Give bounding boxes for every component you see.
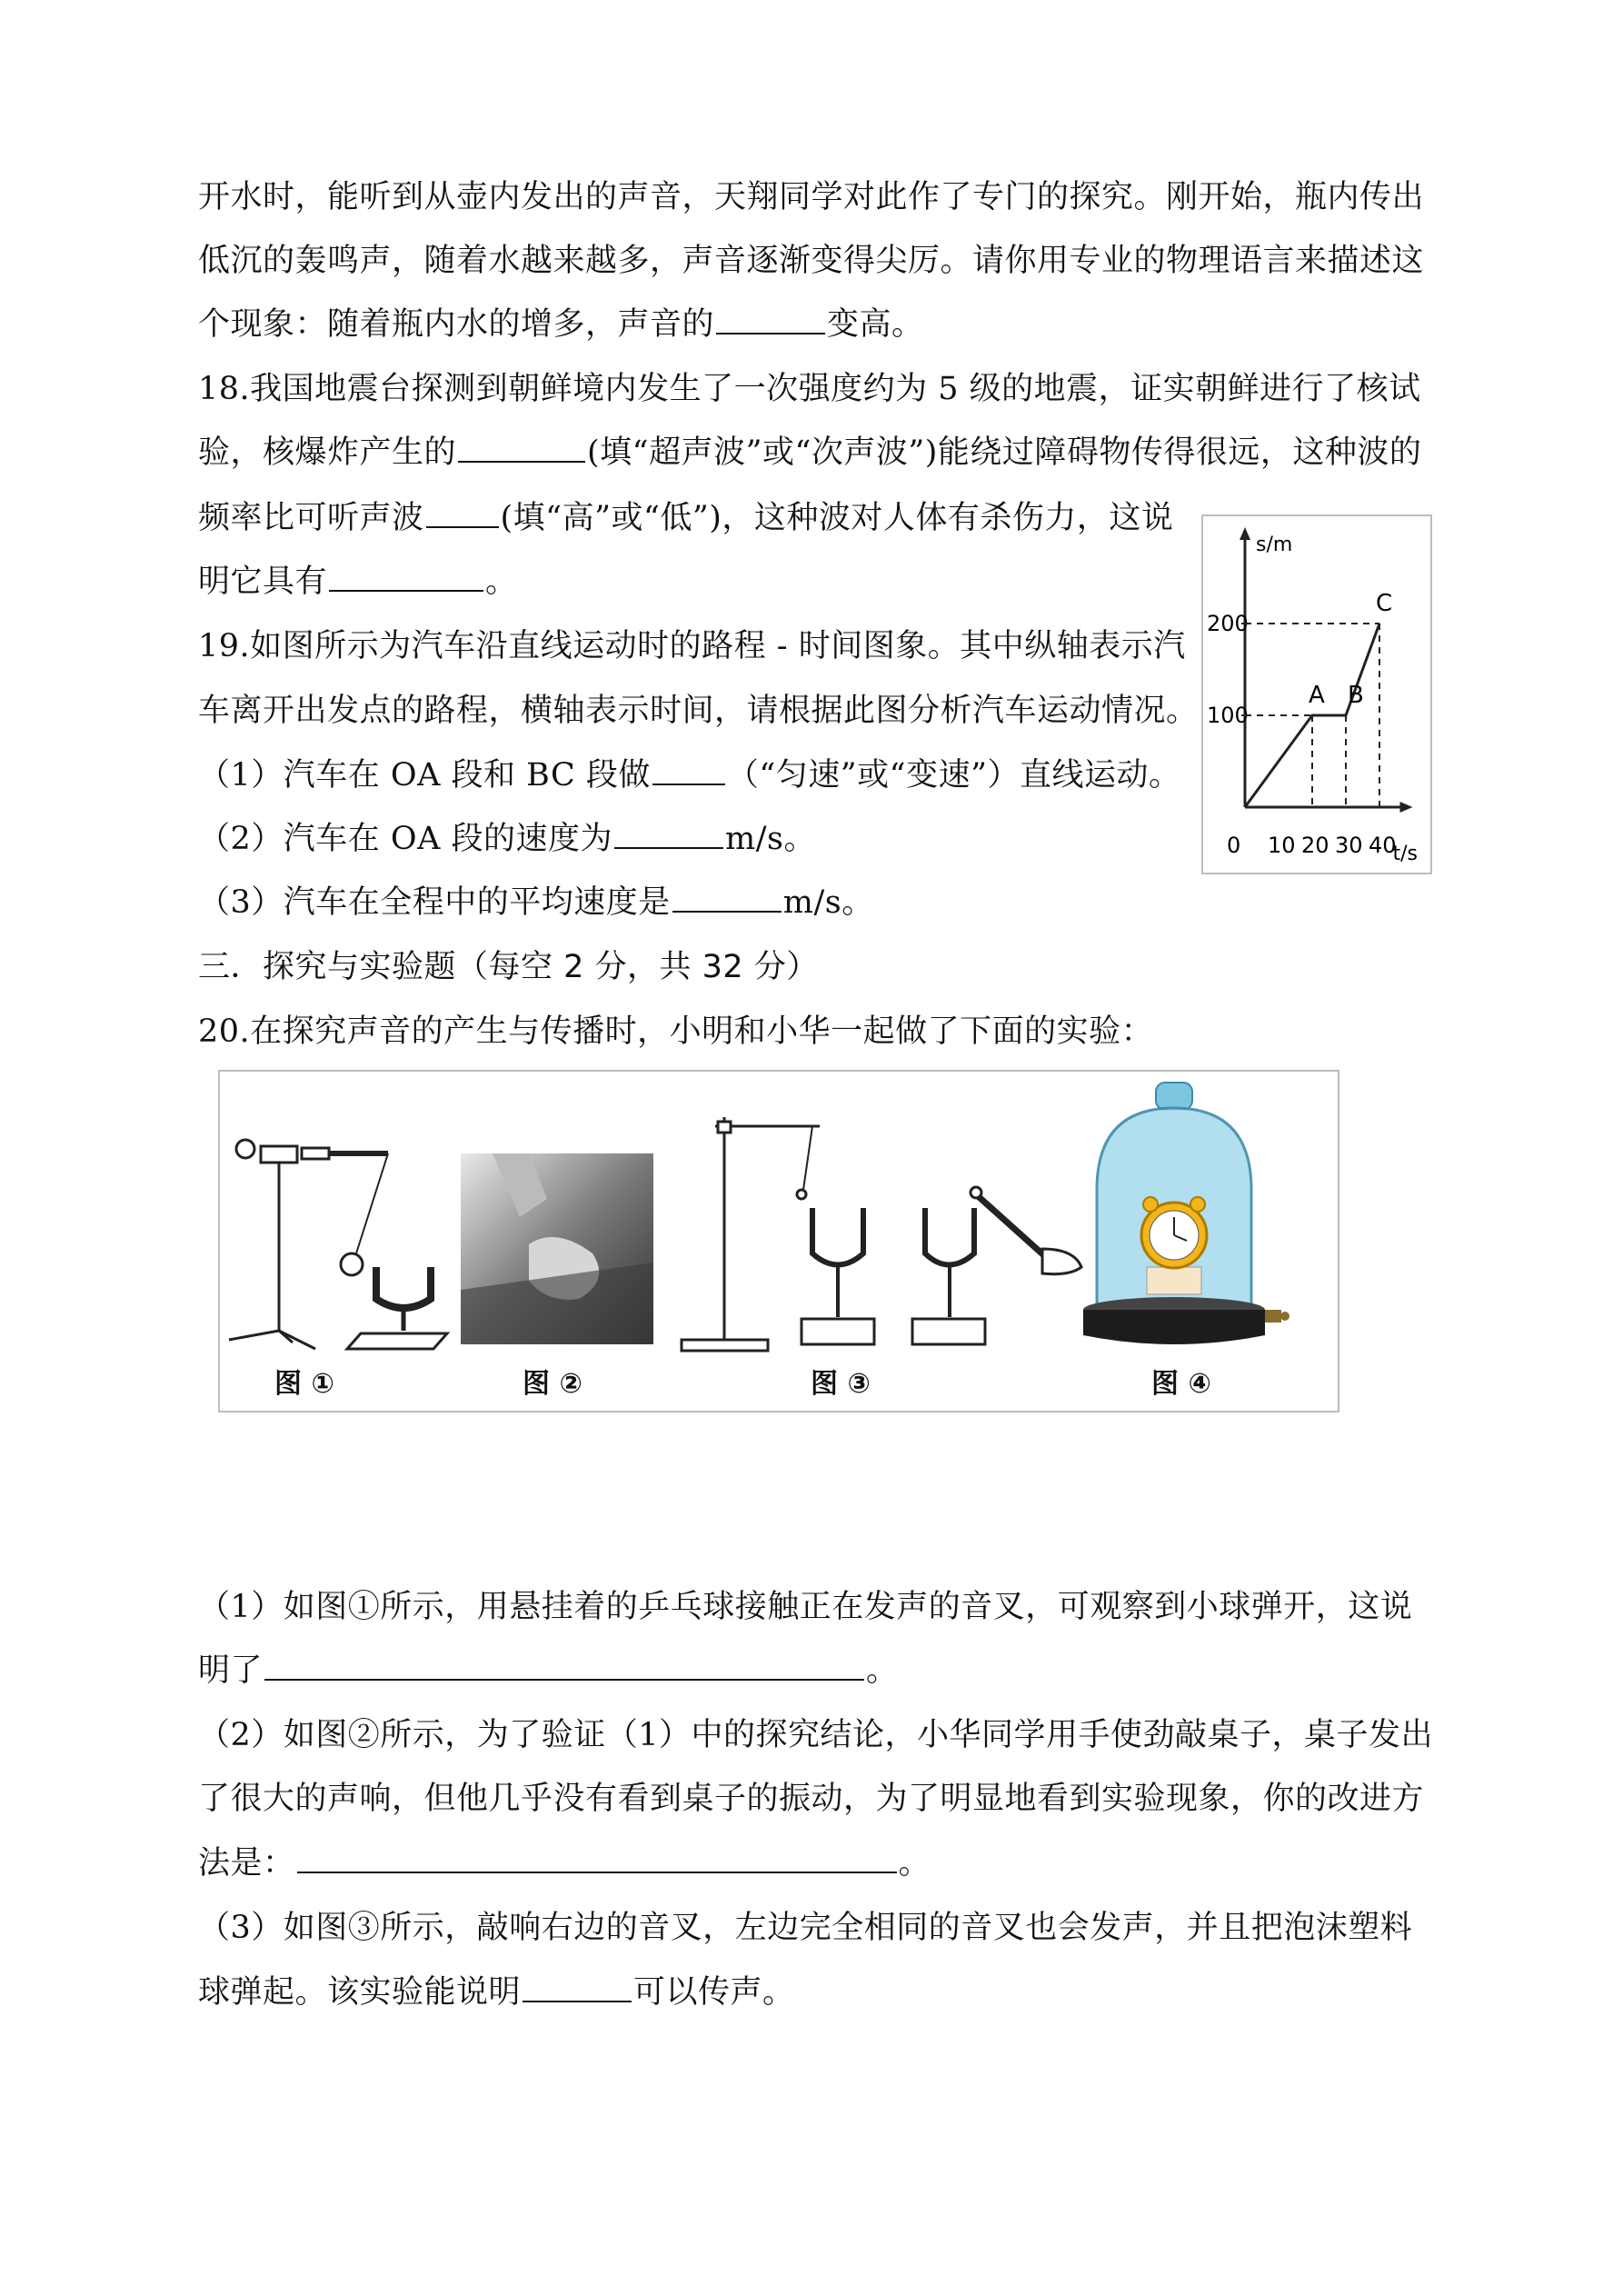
figure-3-drawing [682,1117,1081,1351]
q19-line-1: 19.如图所示为汽车沿直线运动时的路程 - 时间图象。其中纵轴表示汽 [198,628,1186,664]
answer-blank[interactable] [614,816,723,849]
point-label-A: A [1309,682,1325,709]
answer-blank[interactable] [652,753,725,785]
answer-blank[interactable] [523,1970,632,2002]
answer-blank[interactable] [264,1648,864,1681]
answer-blank[interactable] [716,302,825,334]
figure-3-caption: 图 ③ [811,1368,871,1400]
figure-2-photo [461,1153,653,1344]
q20-sub-2-line-2: 了很大的声响，但他几乎没有看到桌子的振动，为了明显地看到实验现象，你的改进方 [198,1781,1425,1817]
q18-line-1: 18.我国地震台探测到朝鲜境内发生了一次强度约为 5 级的地震，证实朝鲜进行了核试 [198,371,1421,407]
q19-sub-3: （3）汽车在全程中的平均速度是 m/s。 [198,880,874,925]
point-label-B: B [1348,682,1364,709]
q19-sub-1: （1）汽车在 OA 段和 BC 段做 （“匀速”或“变速”）直线运动。 [198,753,1180,798]
q18-line-2: 验，核爆炸产生的 (填“超声波”或“次声波”)能绕过障碍物传得很远，这种波的 [198,430,1421,475]
figure-1-drawing [229,1140,447,1349]
q17-line-1: 开水时，能听到从壶内发出的声音，天翔同学对此作了专门的探究。刚开始，瓶内传出 [198,179,1425,215]
x-tick-label: 30 [1335,833,1363,858]
x-tick-label: 40 [1369,833,1397,858]
figure-4-drawing [1083,1083,1289,1344]
point-label-C: C [1376,590,1393,617]
y-axis-label: s/m [1256,534,1293,556]
q17-line-3: 个现象：随着瓶内水的增多，声音的 变高。 [198,302,924,347]
q19-line-2: 车离开出发点的路程，横轴表示时间，请根据此图分析汽车运动情况。 [198,693,1199,729]
y-axis-arrow [1240,527,1250,540]
q19-sub-2: （2）汽车在 OA 段的速度为 m/s。 [198,816,816,862]
figure-1-caption: 图 ① [274,1368,334,1400]
q20-sub-3-line-2: 球弹起。该实验能说明 可以传声。 [198,1970,795,2015]
x-tick-label: 0 [1227,833,1241,858]
y-tick-label: 100 [1207,703,1249,728]
q18-line-4: 明它具有 。 [198,559,518,604]
answer-blank[interactable] [426,495,499,528]
y-tick-label: 200 [1207,611,1249,636]
q20-sub-2-line-1: （2）如图②所示，为了验证（1）中的探究结论，小华同学用手使劲敲桌子，桌子发出 [198,1717,1434,1753]
experiment-figures [218,1070,1339,1413]
answer-blank[interactable] [329,559,483,592]
q20-sub-1-line-2: 明了 。 [198,1648,899,1693]
section-3-heading: 三．探究与实验题（每空 2 分，共 32 分） [198,949,819,985]
answer-blank[interactable] [672,880,782,913]
x-axis-label: t/s [1392,843,1418,865]
answer-blank[interactable] [297,1841,897,1873]
q20-sub-3-line-1: （3）如图③所示，敲响右边的音叉，左边完全相同的音叉也会发声，并且把泡沫塑料 [198,1910,1413,1946]
q17-line-2: 低沉的轰鸣声，随着水越来越多，声音逐渐变得尖厉。请你用专业的物理语言来描述这 [198,243,1425,279]
figure-4-caption: 图 ④ [1151,1368,1211,1400]
x-tick-label: 20 [1301,833,1329,858]
x-tick-label: 10 [1268,833,1296,858]
x-axis-arrow [1400,802,1413,813]
graph-svg [1203,516,1430,873]
q20-sub-1-line-1: （1）如图①所示，用悬挂着的乒乓球接触正在发声的音叉，可观察到小球弹开，这说 [198,1589,1413,1625]
q20-intro: 20.在探究声音的产生与传播时，小明和小华一起做了下面的实验： [198,1013,1154,1050]
figure-2-caption: 图 ② [523,1368,582,1400]
q20-sub-2-line-3: 法是： 。 [198,1841,931,1886]
answer-blank[interactable] [458,430,585,463]
q18-line-3: 频率比可听声波 (填“高”或“低”)，这种波对人体有杀伤力，这说 [198,495,1173,541]
distance-time-graph [1201,514,1432,874]
